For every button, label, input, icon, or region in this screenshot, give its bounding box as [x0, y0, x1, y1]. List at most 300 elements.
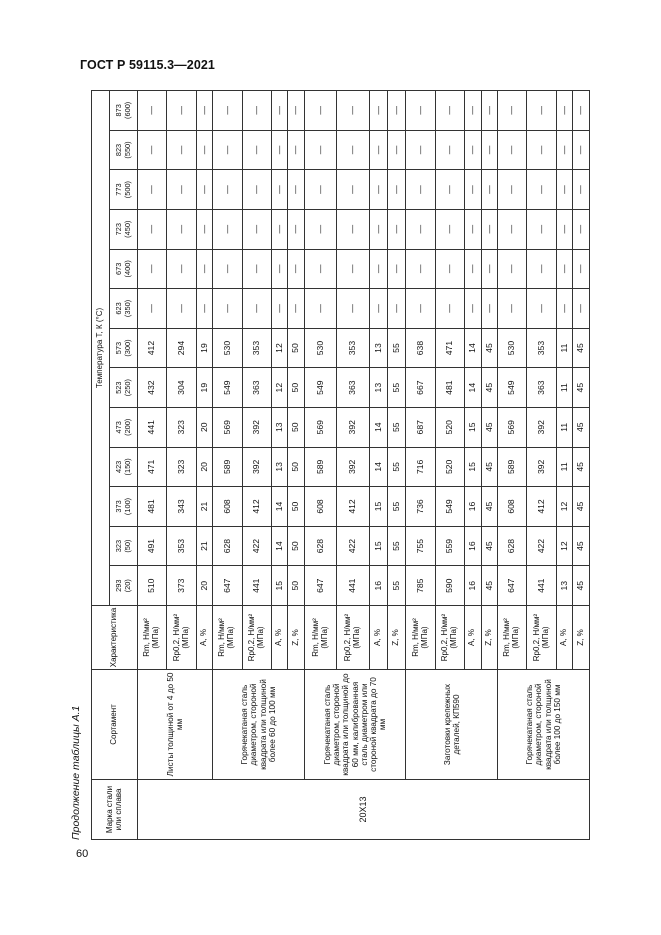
value-cell: 12: [556, 487, 573, 527]
temperature-celsius: (450): [122, 220, 132, 238]
value-cell: 667: [406, 368, 435, 408]
value-cell: 21: [196, 526, 213, 566]
value-cell: —: [435, 249, 464, 289]
value-cell: 520: [435, 447, 464, 487]
value-cell: 20: [196, 566, 213, 606]
temperature-celsius: (350): [122, 299, 132, 318]
value-cell: —: [271, 289, 288, 329]
value-cell: 14: [271, 487, 288, 527]
value-cell: 647: [498, 566, 527, 606]
value-cell: 510: [138, 566, 167, 606]
value-cell: —: [213, 249, 242, 289]
value-cell: —: [138, 209, 167, 249]
value-cell: —: [242, 249, 271, 289]
characteristic-label: A, %: [369, 606, 387, 670]
value-cell: 13: [271, 407, 288, 447]
value-cell: 12: [271, 368, 288, 408]
value-cell: 590: [435, 566, 464, 606]
temperature-celsius: (550): [122, 141, 132, 159]
temperature-kelvin: 293: [113, 579, 123, 592]
value-cell: —: [556, 130, 573, 170]
properties-table: [91, 90, 590, 840]
table-caption: Продолжение таблицы А.1: [70, 705, 82, 840]
value-cell: 294: [167, 328, 196, 368]
value-cell: —: [527, 91, 556, 131]
value-cell: 441: [242, 566, 271, 606]
value-cell: —: [481, 91, 498, 131]
table-row: [406, 91, 435, 840]
value-cell: 45: [481, 566, 498, 606]
value-cell: 392: [337, 447, 369, 487]
value-cell: —: [304, 209, 336, 249]
temperature-celsius: (50): [122, 539, 132, 553]
table-row: [304, 91, 336, 840]
characteristic-label: Rm, Н/мм² (МПа): [304, 606, 336, 670]
value-cell: 441: [527, 566, 556, 606]
temperature-column-header: [110, 130, 138, 170]
temperature-column-header: [110, 209, 138, 249]
value-cell: 14: [271, 526, 288, 566]
value-cell: 15: [369, 526, 387, 566]
value-cell: —: [388, 209, 406, 249]
value-cell: 14: [369, 407, 387, 447]
value-cell: —: [304, 249, 336, 289]
value-cell: 45: [573, 526, 590, 566]
value-cell: —: [369, 289, 387, 329]
value-cell: 16: [465, 487, 482, 527]
value-cell: —: [527, 249, 556, 289]
value-cell: 45: [481, 407, 498, 447]
value-cell: —: [527, 289, 556, 329]
value-cell: —: [242, 130, 271, 170]
value-cell: —: [196, 130, 213, 170]
value-cell: 50: [288, 447, 305, 487]
value-cell: —: [213, 170, 242, 210]
characteristic-column-header: Характеристика: [92, 606, 138, 670]
value-cell: —: [556, 249, 573, 289]
value-cell: 15: [465, 447, 482, 487]
value-cell: 55: [388, 487, 406, 527]
temperature-column-header: [110, 526, 138, 566]
value-cell: 343: [167, 487, 196, 527]
value-cell: 13: [556, 566, 573, 606]
value-cell: 589: [304, 447, 336, 487]
value-cell: —: [498, 289, 527, 329]
value-cell: —: [406, 289, 435, 329]
value-cell: 549: [213, 368, 242, 408]
value-cell: —: [498, 130, 527, 170]
value-cell: 45: [573, 407, 590, 447]
value-cell: 45: [481, 368, 498, 408]
value-cell: 19: [196, 368, 213, 408]
value-cell: —: [481, 130, 498, 170]
value-cell: —: [288, 289, 305, 329]
value-cell: 323: [167, 447, 196, 487]
value-cell: 45: [481, 526, 498, 566]
value-cell: 589: [213, 447, 242, 487]
temperature-column-header: [110, 91, 138, 131]
characteristic-label: A, %: [556, 606, 573, 670]
product-form: Листы толщиной от 4 до 50 мм: [138, 670, 213, 780]
value-cell: 628: [213, 526, 242, 566]
value-cell: —: [337, 170, 369, 210]
temperature-celsius: (250): [122, 379, 132, 397]
temperature-kelvin: 373: [113, 500, 123, 513]
temperature-kelvin: 823: [113, 143, 123, 157]
temperature-column-header: [110, 249, 138, 289]
value-cell: 55: [388, 368, 406, 408]
value-cell: 12: [556, 526, 573, 566]
value-cell: 441: [138, 407, 167, 447]
value-cell: —: [465, 91, 482, 131]
value-cell: —: [167, 130, 196, 170]
value-cell: 14: [465, 368, 482, 408]
product-form: Горячекатаная сталь диаметром, стороной квадрата или толщиной более 60 до 100 мм: [213, 670, 305, 780]
value-cell: —: [573, 130, 590, 170]
value-cell: —: [304, 289, 336, 329]
value-cell: —: [406, 249, 435, 289]
document-code: ГОСТ Р 59115.3—2021: [80, 58, 215, 72]
value-cell: 45: [481, 487, 498, 527]
value-cell: —: [138, 130, 167, 170]
value-cell: —: [435, 170, 464, 210]
value-cell: —: [288, 130, 305, 170]
value-cell: 16: [465, 526, 482, 566]
value-cell: —: [481, 249, 498, 289]
value-cell: 628: [498, 526, 527, 566]
value-cell: —: [435, 91, 464, 131]
temperature-column-header: [110, 328, 138, 368]
value-cell: —: [556, 209, 573, 249]
value-cell: 530: [213, 328, 242, 368]
value-cell: 569: [304, 407, 336, 447]
value-cell: 481: [435, 368, 464, 408]
header-row-top: [92, 91, 110, 840]
temperature-celsius: (150): [122, 458, 132, 476]
value-cell: —: [138, 91, 167, 131]
value-cell: 363: [337, 368, 369, 408]
characteristic-label: Rp0,2, Н/мм² (МПа): [435, 606, 464, 670]
value-cell: 50: [288, 526, 305, 566]
value-cell: —: [369, 209, 387, 249]
value-cell: —: [304, 130, 336, 170]
value-cell: —: [435, 209, 464, 249]
value-cell: 530: [498, 328, 527, 368]
value-cell: 20: [196, 407, 213, 447]
value-cell: 45: [481, 447, 498, 487]
value-cell: 50: [288, 368, 305, 408]
temperature-column-header: [110, 368, 138, 408]
value-cell: —: [288, 249, 305, 289]
characteristic-label: A, %: [271, 606, 288, 670]
value-cell: 13: [369, 368, 387, 408]
value-cell: —: [369, 91, 387, 131]
value-cell: 647: [304, 566, 336, 606]
value-cell: 353: [167, 526, 196, 566]
value-cell: —: [271, 209, 288, 249]
value-cell: 785: [406, 566, 435, 606]
value-cell: 755: [406, 526, 435, 566]
value-cell: 608: [498, 487, 527, 527]
temperature-celsius: (300): [122, 339, 132, 357]
value-cell: 14: [369, 447, 387, 487]
value-cell: 471: [138, 447, 167, 487]
value-cell: —: [435, 130, 464, 170]
temperature-kelvin: 873: [113, 104, 123, 117]
value-cell: 45: [573, 447, 590, 487]
value-cell: —: [498, 209, 527, 249]
value-cell: —: [388, 249, 406, 289]
value-cell: —: [465, 130, 482, 170]
value-cell: —: [213, 91, 242, 131]
characteristic-label: Rm, Н/мм² (МПа): [406, 606, 435, 670]
value-cell: —: [573, 91, 590, 131]
value-cell: —: [465, 170, 482, 210]
value-cell: 50: [288, 487, 305, 527]
value-cell: —: [304, 91, 336, 131]
value-cell: —: [388, 289, 406, 329]
value-cell: 392: [242, 447, 271, 487]
value-cell: 45: [573, 566, 590, 606]
table-body: [138, 91, 590, 840]
value-cell: —: [138, 289, 167, 329]
characteristic-label: Rp0,2, Н/мм² (МПа): [337, 606, 369, 670]
value-cell: —: [196, 209, 213, 249]
characteristic-label: Rp0,2, Н/мм² (МПа): [242, 606, 271, 670]
value-cell: —: [271, 249, 288, 289]
temperature-column-header: [110, 289, 138, 329]
value-cell: —: [556, 91, 573, 131]
value-cell: —: [406, 170, 435, 210]
value-cell: 432: [138, 368, 167, 408]
value-cell: 323: [167, 407, 196, 447]
value-cell: 11: [556, 368, 573, 408]
value-cell: 422: [527, 526, 556, 566]
value-cell: 559: [435, 526, 464, 566]
value-cell: 55: [388, 447, 406, 487]
value-cell: 15: [369, 487, 387, 527]
value-cell: —: [527, 209, 556, 249]
characteristic-label: Z, %: [388, 606, 406, 670]
value-cell: —: [304, 170, 336, 210]
value-cell: —: [337, 289, 369, 329]
value-cell: —: [556, 170, 573, 210]
value-cell: 530: [304, 328, 336, 368]
product-column-header: Сортамент: [92, 670, 138, 780]
value-cell: —: [388, 91, 406, 131]
value-cell: —: [271, 91, 288, 131]
value-cell: 520: [435, 407, 464, 447]
value-cell: 412: [242, 487, 271, 527]
value-cell: 589: [498, 447, 527, 487]
grade-column-header: Марка стали или сплава: [92, 780, 138, 840]
value-cell: 11: [556, 447, 573, 487]
characteristic-label: A, %: [465, 606, 482, 670]
value-cell: 55: [388, 407, 406, 447]
table-row: [213, 91, 242, 840]
value-cell: —: [527, 130, 556, 170]
value-cell: 441: [337, 566, 369, 606]
value-cell: —: [573, 249, 590, 289]
page-number: 60: [76, 848, 89, 860]
value-cell: —: [213, 209, 242, 249]
value-cell: 55: [388, 328, 406, 368]
temperature-header: Температура T, К (°С): [92, 91, 110, 606]
value-cell: 16: [465, 566, 482, 606]
value-cell: 422: [242, 526, 271, 566]
characteristic-label: Z, %: [573, 606, 590, 670]
value-cell: —: [465, 209, 482, 249]
value-cell: —: [288, 170, 305, 210]
characteristic-label: A, %: [196, 606, 213, 670]
value-cell: —: [369, 130, 387, 170]
value-cell: —: [196, 170, 213, 210]
value-cell: 353: [337, 328, 369, 368]
value-cell: —: [435, 289, 464, 329]
value-cell: —: [337, 130, 369, 170]
value-cell: —: [388, 170, 406, 210]
value-cell: —: [242, 209, 271, 249]
value-cell: —: [465, 289, 482, 329]
temperature-column-header: [110, 447, 138, 487]
temperature-celsius: (400): [122, 260, 132, 278]
characteristic-label: Rm, Н/мм² (МПа): [138, 606, 167, 670]
value-cell: 15: [271, 566, 288, 606]
value-cell: 569: [498, 407, 527, 447]
value-cell: —: [337, 91, 369, 131]
value-cell: —: [369, 249, 387, 289]
temperature-kelvin: 773: [113, 183, 123, 196]
characteristic-label: Rm, Н/мм² (МПа): [498, 606, 527, 670]
temperature-column-header: [110, 487, 138, 527]
product-form: Горячекатаная сталь диаметром, стороной квадрата или толщиной более 100 до 150 мм: [498, 670, 590, 780]
value-cell: 638: [406, 328, 435, 368]
value-cell: 11: [556, 328, 573, 368]
value-cell: —: [337, 209, 369, 249]
value-cell: —: [481, 170, 498, 210]
value-cell: —: [138, 249, 167, 289]
value-cell: 412: [337, 487, 369, 527]
value-cell: 11: [556, 407, 573, 447]
value-cell: 363: [242, 368, 271, 408]
value-cell: 353: [242, 328, 271, 368]
table-row: [498, 91, 527, 840]
value-cell: 392: [527, 447, 556, 487]
value-cell: —: [242, 170, 271, 210]
value-cell: —: [196, 91, 213, 131]
temperature-kelvin: 723: [113, 223, 123, 236]
value-cell: —: [406, 130, 435, 170]
value-cell: —: [481, 209, 498, 249]
rotated-table-region: [70, 80, 590, 840]
temperature-celsius: (500): [122, 180, 132, 199]
value-cell: 14: [465, 328, 482, 368]
value-cell: 412: [527, 487, 556, 527]
value-cell: 392: [527, 407, 556, 447]
value-cell: —: [388, 130, 406, 170]
characteristic-label: Z, %: [481, 606, 498, 670]
characteristic-label: Z, %: [288, 606, 305, 670]
temperature-kelvin: 623: [113, 302, 123, 315]
value-cell: —: [527, 170, 556, 210]
value-cell: 55: [388, 526, 406, 566]
value-cell: —: [242, 91, 271, 131]
value-cell: —: [406, 209, 435, 249]
product-form: Горячекатаная сталь диаметром, стороной квадрата или толщиной до 60 мм, калиброванная сталь диаметром или стороной квадрата до 70 мм: [304, 670, 405, 780]
value-cell: 45: [481, 328, 498, 368]
value-cell: 19: [196, 328, 213, 368]
value-cell: 569: [213, 407, 242, 447]
characteristic-label: Rp0,2, Н/мм² (МПа): [527, 606, 556, 670]
temperature-celsius: (200): [122, 418, 132, 436]
value-cell: —: [573, 289, 590, 329]
value-cell: 45: [573, 328, 590, 368]
value-cell: —: [213, 289, 242, 329]
value-cell: 392: [337, 407, 369, 447]
value-cell: —: [196, 249, 213, 289]
value-cell: —: [498, 91, 527, 131]
temperature-celsius: (100): [122, 497, 132, 516]
value-cell: —: [167, 289, 196, 329]
value-cell: —: [337, 249, 369, 289]
value-cell: 608: [213, 487, 242, 527]
value-cell: 16: [369, 566, 387, 606]
value-cell: 373: [167, 566, 196, 606]
value-cell: 736: [406, 487, 435, 527]
value-cell: —: [573, 209, 590, 249]
value-cell: 412: [138, 328, 167, 368]
value-cell: —: [498, 170, 527, 210]
value-cell: 549: [435, 487, 464, 527]
value-cell: 12: [271, 328, 288, 368]
value-cell: 50: [288, 407, 305, 447]
value-cell: 549: [304, 368, 336, 408]
value-cell: 45: [573, 487, 590, 527]
value-cell: 422: [337, 526, 369, 566]
value-cell: —: [573, 170, 590, 210]
temperature-kelvin: 423: [113, 460, 123, 474]
value-cell: —: [288, 91, 305, 131]
value-cell: —: [369, 170, 387, 210]
product-form: Заготовки крепежных деталей, КП590: [406, 670, 498, 780]
value-cell: 471: [435, 328, 464, 368]
value-cell: —: [196, 289, 213, 329]
value-cell: 481: [138, 487, 167, 527]
value-cell: 13: [369, 328, 387, 368]
temperature-celsius: (600): [122, 101, 132, 119]
value-cell: —: [406, 91, 435, 131]
temperature-kelvin: 673: [113, 262, 123, 275]
value-cell: 647: [213, 566, 242, 606]
value-cell: 491: [138, 526, 167, 566]
temperature-column-header: [110, 170, 138, 210]
value-cell: 45: [573, 368, 590, 408]
value-cell: 549: [498, 368, 527, 408]
temperature-column-header: [110, 407, 138, 447]
value-cell: —: [465, 249, 482, 289]
table-row: [138, 91, 167, 840]
value-cell: 628: [304, 526, 336, 566]
value-cell: —: [288, 209, 305, 249]
value-cell: —: [242, 289, 271, 329]
characteristic-label: Rm, Н/мм² (МПа): [213, 606, 242, 670]
value-cell: —: [167, 170, 196, 210]
value-cell: 363: [527, 368, 556, 408]
temperature-column-header: [110, 566, 138, 606]
value-cell: 15: [465, 407, 482, 447]
value-cell: —: [167, 91, 196, 131]
value-cell: 716: [406, 447, 435, 487]
